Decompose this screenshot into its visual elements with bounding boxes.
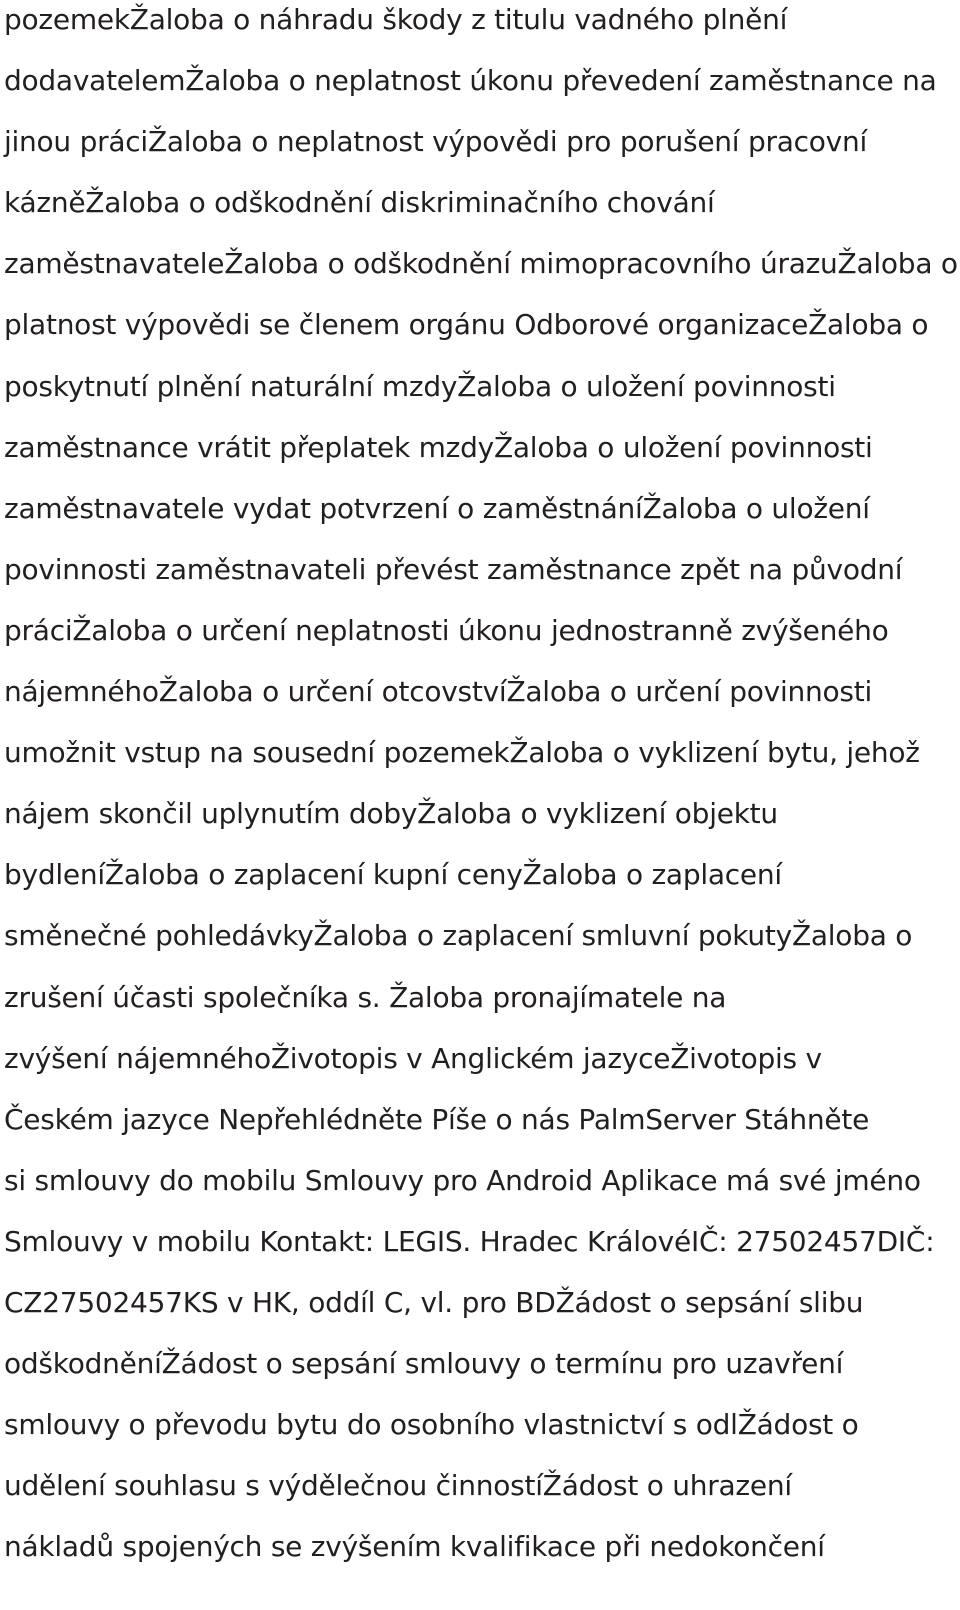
text-line: umožnit vstup na sousední pozemekŽaloba o vyklizení bytu, jehož xyxy=(4,736,920,770)
text-line: odškodněníŽádost o sepsání smlouvy o termínu pro uzavření xyxy=(4,1347,844,1381)
text-line: zvýšení nájemnéhoŽivotopis v Anglickém jazyceŽivotopis v xyxy=(4,1041,822,1075)
text-line: udělení souhlasu s výdělečnou činnostíŽádost o uhrazení xyxy=(4,1469,792,1503)
text-line: zrušení účasti společníka s. Žaloba pronajímatele na xyxy=(4,980,727,1014)
text-line: CZ27502457KS v HK, oddíl C, vl. pro BDŽádost o sepsání slibu xyxy=(4,1285,864,1319)
text-line: bydleníŽaloba o zaplacení kupní cenyŽaloba o zaplacení xyxy=(4,858,782,892)
text-line: Smlouvy v mobilu Kontakt: LEGIS. Hradec KrálovéIČ: 27502457DIČ: xyxy=(4,1224,935,1258)
text-line: dodavatelemŽaloba o neplatnost úkonu převedení zaměstnance na xyxy=(4,64,937,98)
text-line: zaměstnance vrátit přeplatek mzdyŽaloba o uložení povinnosti xyxy=(4,430,873,464)
text-line: nákladů spojených se zvýšením kvalifikace při nedokončení xyxy=(4,1530,825,1564)
text-line: platnost výpovědi se členem orgánu Odborové organizaceŽaloba o xyxy=(4,308,929,342)
text-line: jinou práciŽaloba o neplatnost výpovědi pro porušení pracovní xyxy=(4,125,868,159)
text-line: zaměstnavateleŽaloba o odškodnění mimopracovního úrazuŽaloba o xyxy=(4,247,958,281)
text-line: poskytnutí plnění naturální mzdyŽaloba o uložení povinnosti xyxy=(4,369,836,403)
text-line: smlouvy o převodu bytu do osobního vlastnictví s odlŽádost o xyxy=(4,1408,859,1442)
text-line: práciŽaloba o určení neplatnosti úkonu jednostranně zvýšeného xyxy=(4,613,889,647)
text-line: nájem skončil uplynutím dobyŽaloba o vyklizení objektu xyxy=(4,797,778,831)
text-line: kázněŽaloba o odškodnění diskriminačního chování xyxy=(4,186,715,220)
text-line: pozemekŽaloba o náhradu škody z titulu vadného plnění xyxy=(4,3,788,36)
text-line: směnečné pohledávkyŽaloba o zaplacení smluvní pokutyŽaloba o xyxy=(4,919,913,953)
text-line: si smlouvy do mobilu Smlouvy pro Android Aplikace má své jméno xyxy=(4,1163,921,1197)
text-line: povinnosti zaměstnavateli převést zaměstnance zpět na původní xyxy=(4,552,903,586)
text-line: zaměstnavatele vydat potvrzení o zaměstnáníŽaloba o uložení xyxy=(4,491,870,525)
text-line: Českém jazyce Nepřehlédněte Píše o nás PalmServer Stáhněte xyxy=(4,1102,870,1136)
text-line: nájemnéhoŽaloba o určení otcovstvíŽaloba o určení povinnosti xyxy=(4,675,872,709)
